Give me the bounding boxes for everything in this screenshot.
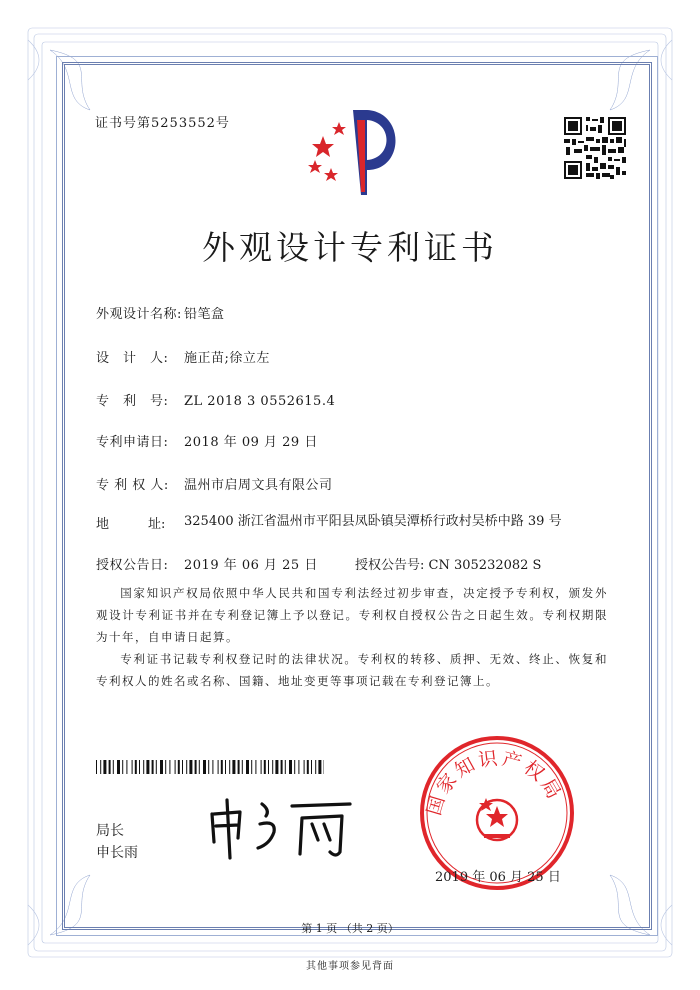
director-signature [200,792,360,864]
field-grant-date [96,554,318,573]
field-value: 温州市启周文具有限公司 [184,478,333,493]
page-number: 第 1 页 （共 2 页） [301,922,399,935]
qr-code [562,115,628,181]
director-title: 局长 [96,823,124,839]
certificate-number: 证书号第5253552号 [95,116,230,131]
field-value: ZL 2018 3 0552615.4 [184,394,336,409]
footer-note: 其他事项参见背面 [306,961,394,972]
barcode [96,760,324,774]
field-label: 外观设计名称: [96,307,182,322]
field-value: 2019 年 06 月 25 日 [184,558,318,573]
field-value: 铅笔盒 [184,307,225,322]
field-design-name [96,303,225,322]
field-label: 专 利 权 人: [96,478,169,493]
paragraph-text: 国家知识产权局依照中华人民共和国专利法经过初步审查，决定授予专利权，颁发外观设计专利证书并在专利登记簿上予以登记。专利权自授权公告之日起生效。专利权期限为十年，自申请日起算。 [96,586,608,644]
field-label: 设 计 人: [96,351,169,366]
field-designer [96,347,270,366]
field-label: 专 利 号: [96,394,169,409]
field-value: 2018 年 09 月 29 日 [184,435,318,450]
field-patent-number [96,390,335,409]
field-address [96,513,564,532]
paragraph-text: 专利证书记载专利权登记时的法律状况。专利权的转移、质押、无效、终止、恢复和专利权人的姓名或名称、国籍、地址变更等事项记载在专利登记簿上。 [96,652,608,688]
seal-text: 国家知识产权局 [422,747,567,818]
field-label: 授权公告日: [96,558,169,573]
field-grant-number [355,554,541,573]
field-label: 授权公告号: [355,558,425,573]
field-value: 325400 浙江省温州市平阳县凤卧镇吴潭桥行政村吴桥中路 39 号 [184,514,562,529]
field-value: CN 305232082 S [428,558,542,573]
field-patentee [96,474,333,493]
field-application-date [96,431,318,450]
field-label: 地 址: [96,517,166,532]
certificate-title: 外观设计专利证书 [202,228,498,267]
field-value: 施正苗;徐立左 [184,351,270,366]
paragraph-grant-statement [96,582,608,648]
patent-office-logo [305,100,415,200]
seal-date: 2019 年 06 月 25 日 [435,870,561,885]
director-name: 申长雨 [96,845,138,861]
field-label: 专利申请日: [96,435,169,450]
paragraph-legal-status [96,648,608,692]
